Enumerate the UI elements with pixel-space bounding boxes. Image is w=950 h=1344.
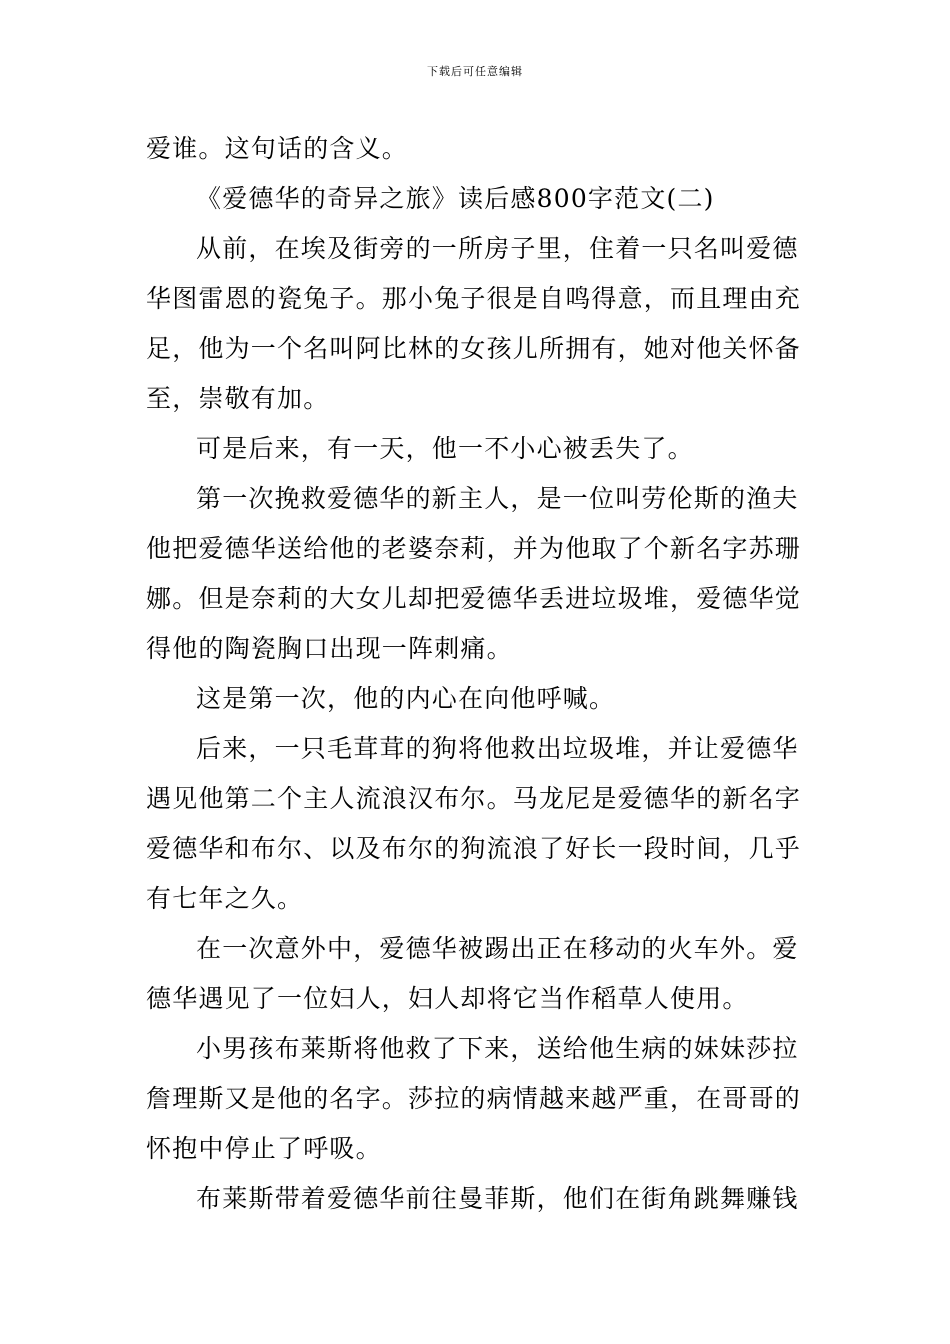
text-line: 詹理斯又是他的名字。莎拉的病情越来越严重，在哥哥的 (146, 1084, 802, 1113)
text-line: 娜。但是奈莉的大女儿却把爱德华丢进垃圾堆，爱德华觉 (146, 584, 802, 613)
text-line: 足，他为一个名叫阿比林的女孩儿所拥有，她对他关怀备 (146, 334, 802, 363)
text-line: 布莱斯带着爱德华前往曼菲斯，他们在街角跳舞赚钱 (196, 1184, 799, 1213)
text-line: 有七年之久。 (146, 884, 304, 913)
text-line: 至，崇敬有加。 (146, 384, 330, 413)
text-line: 小男孩布莱斯将他救了下来，送给他生病的妹妹莎拉 (196, 1034, 799, 1063)
text-line: 从前，在埃及街旁的一所房子里，住着一只名叫爱德 (196, 234, 799, 263)
page-header: 下载后可任意编辑 (427, 65, 523, 78)
text-line: 爱谁。这句话的含义。 (146, 134, 409, 163)
text-line: 他把爱德华送给他的老婆奈莉，并为他取了个新名字苏珊 (146, 534, 802, 563)
text-line: 华图雷恩的瓷兔子。那小兔子很是自鸣得意，而且理由充 (146, 284, 802, 313)
text-line: 怀抱中停止了呼吸。 (146, 1134, 382, 1163)
text-line: 德华遇见了一位妇人，妇人却将它当作稻草人使用。 (146, 984, 749, 1013)
text-line: 得他的陶瓷胸口出现一阵刺痛。 (146, 634, 513, 663)
text-line: 这是第一次，他的内心在向他呼喊。 (196, 684, 616, 713)
text-line: 可是后来，有一天，他一不小心被丢失了。 (196, 434, 694, 463)
text-line: 爱德华和布尔、以及布尔的狗流浪了好长一段时间，几乎 (146, 834, 802, 863)
text-line: 后来，一只毛茸茸的狗将他救出垃圾堆，并让爱德华 (196, 734, 799, 763)
text-line: 在一次意外中，爱德华被踢出正在移动的火车外。爱 (196, 934, 799, 963)
section-title: 《爱德华的奇异之旅》读后感800字范文(二) (196, 184, 715, 213)
text-line: 第一次挽救爱德华的新主人，是一位叫劳伦斯的渔夫 (196, 484, 799, 513)
text-line: 遇见他第二个主人流浪汉布尔。马龙尼是爱德华的新名字 (146, 784, 802, 813)
